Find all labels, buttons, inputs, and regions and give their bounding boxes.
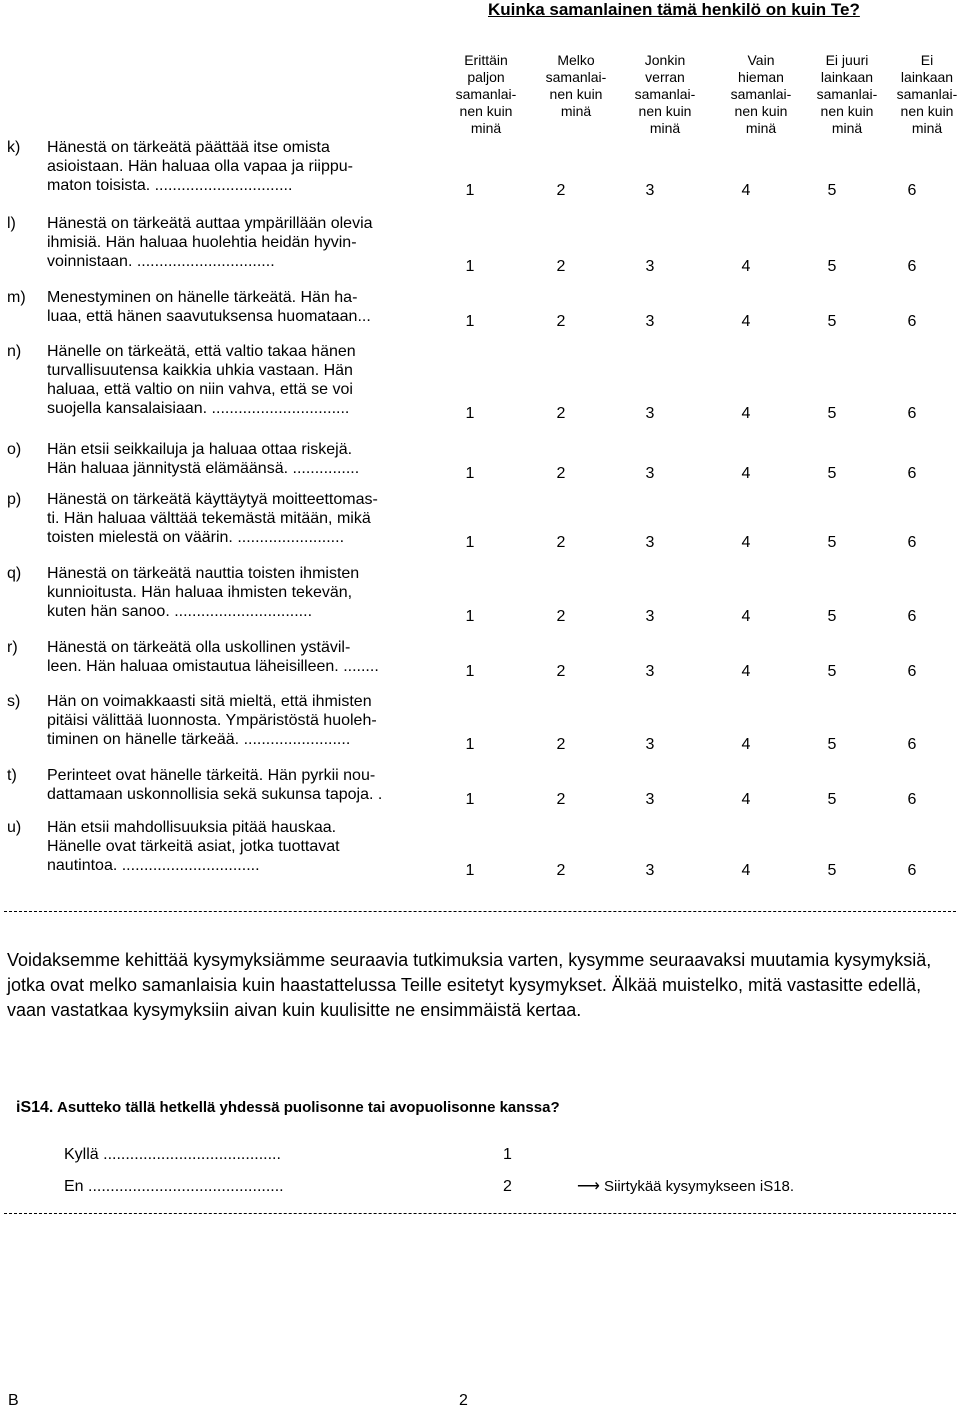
scale-option-2[interactable]: 2 — [556, 736, 566, 753]
scale-option-2[interactable]: 2 — [556, 663, 566, 680]
page-title: Kuinka samanlainen tämä henkilö on kuin Te? — [488, 0, 860, 19]
scale-option-6[interactable]: 6 — [907, 405, 917, 422]
scale-column-2: Melko samanlai- nen kuin minä — [545, 52, 607, 119]
scale-option-1[interactable]: 1 — [465, 405, 475, 422]
scale-option-2[interactable]: 2 — [556, 608, 566, 625]
scale-option-3[interactable]: 3 — [645, 405, 655, 422]
scale-option-3[interactable]: 3 — [645, 736, 655, 753]
footer-section: B — [8, 1392, 19, 1409]
scale-option-2[interactable]: 2 — [556, 534, 566, 551]
skip-instruction: Siirtykää kysymykseen iS18. — [604, 1178, 795, 1195]
scale-option-4[interactable]: 4 — [741, 258, 751, 275]
scale-option-3[interactable]: 3 — [645, 258, 655, 275]
scale-option-5[interactable]: 5 — [827, 465, 837, 482]
question-text: Hänestä on tärkeätä päättää itse omista asioistaan. Hän haluaa olla vapaa ja riippu- maton toisista. ............................... — [47, 139, 353, 194]
scale-option-1[interactable]: 1 — [465, 534, 475, 551]
scale-option-6[interactable]: 6 — [907, 791, 917, 808]
section-divider-bottom — [4, 1213, 956, 1214]
scale-option-1[interactable]: 1 — [465, 663, 475, 680]
option-kylla-code[interactable]: 1 — [503, 1146, 512, 1163]
scale-option-1[interactable]: 1 — [465, 791, 475, 808]
scale-option-4[interactable]: 4 — [741, 608, 751, 625]
scale-option-6[interactable]: 6 — [907, 313, 917, 330]
scale-option-5[interactable]: 5 — [827, 608, 837, 625]
scale-option-2[interactable]: 2 — [556, 405, 566, 422]
question-letter: t) — [7, 767, 17, 784]
scale-option-1[interactable]: 1 — [465, 862, 475, 879]
scale-option-6[interactable]: 6 — [907, 534, 917, 551]
scale-option-2[interactable]: 2 — [556, 258, 566, 275]
scale-option-2[interactable]: 2 — [556, 313, 566, 330]
scale-option-1[interactable]: 1 — [465, 608, 475, 625]
scale-option-5[interactable]: 5 — [827, 663, 837, 680]
scale-option-3[interactable]: 3 — [645, 862, 655, 879]
scale-option-5[interactable]: 5 — [827, 313, 837, 330]
scale-option-4[interactable]: 4 — [741, 534, 751, 551]
question-text: Hänestä on tärkeätä käyttäytyä moitteettomas- ti. Hän haluaa välttää tekemästä mitään, mikä toisten mielestä on väärin. ........................ — [47, 491, 378, 546]
scale-option-6[interactable]: 6 — [907, 862, 917, 879]
scale-column-6: Ei lainkaan samanlai- nen kuin minä — [896, 52, 958, 136]
scale-option-4[interactable]: 4 — [741, 663, 751, 680]
scale-option-4[interactable]: 4 — [741, 862, 751, 879]
question-letter: q) — [7, 565, 22, 582]
option-en-label: En ............................................ — [64, 1178, 284, 1195]
scale-option-2[interactable]: 2 — [556, 465, 566, 482]
scale-option-1[interactable]: 1 — [465, 736, 475, 753]
scale-option-6[interactable]: 6 — [907, 182, 917, 199]
scale-option-2[interactable]: 2 — [556, 791, 566, 808]
intro-paragraph: Voidaksemme kehittää kysymyksiämme seuraavia tutkimuksia varten, kysymme seuraavaksi muutamia kysymyksiä, jotka ovat melko samanlaisia kuin haastattelussa Teille esitetyt kysymykset. Älkää muistelko, mitä vastasitte edellä, vaan vastatkaa kysymyksiin aivan kuin kuulisitte ne ensimmäistä kertaa. — [7, 950, 932, 1020]
scale-option-3[interactable]: 3 — [645, 182, 655, 199]
scale-option-5[interactable]: 5 — [827, 405, 837, 422]
question-text: Hänestä on tärkeätä nauttia toisten ihmisten kunnioitusta. Hän haluaa ihmisten tekevän, kuten hän sanoo. ............................... — [47, 565, 360, 620]
question-letter: r) — [7, 639, 18, 656]
scale-option-2[interactable]: 2 — [556, 862, 566, 879]
footer-page-number: 2 — [459, 1392, 468, 1409]
scale-option-5[interactable]: 5 — [827, 258, 837, 275]
scale-option-3[interactable]: 3 — [645, 313, 655, 330]
scale-option-4[interactable]: 4 — [741, 736, 751, 753]
scale-option-3[interactable]: 3 — [645, 791, 655, 808]
question-code: iS14. — [16, 1099, 54, 1116]
scale-option-5[interactable]: 5 — [827, 736, 837, 753]
scale-option-6[interactable]: 6 — [907, 608, 917, 625]
scale-option-4[interactable]: 4 — [741, 182, 751, 199]
question-text: Hänestä on tärkeätä auttaa ympärillään olevia ihmisiä. Hän haluaa huolehtia heidän hyvin- voinnistaan. ............................... — [47, 215, 373, 270]
scale-option-1[interactable]: 1 — [465, 182, 475, 199]
scale-column-1: Erittäin paljon samanlai- nen kuin minä — [455, 52, 517, 136]
scale-column-4: Vain hieman samanlai- nen kuin minä — [730, 52, 792, 136]
scale-option-5[interactable]: 5 — [827, 862, 837, 879]
section-divider — [4, 911, 956, 912]
scale-option-2[interactable]: 2 — [556, 182, 566, 199]
scale-option-6[interactable]: 6 — [907, 736, 917, 753]
scale-option-6[interactable]: 6 — [907, 663, 917, 680]
question-text: Hän on voimakkaasti sitä mieltä, että ihmisten pitäisi välittää luonnosta. Ympäristöstä huoleh- timinen on hänelle tärkeää. ........................ — [47, 693, 377, 748]
option-kylla-label: Kyllä ........................................ — [64, 1146, 281, 1163]
question-letter: k) — [7, 139, 21, 156]
scale-option-5[interactable]: 5 — [827, 182, 837, 199]
question-text: Hänestä on tärkeätä olla uskollinen ystävil- leen. Hän haluaa omistautua läheisilleen. ........ — [47, 639, 379, 675]
option-en-code[interactable]: 2 — [503, 1178, 512, 1195]
scale-column-5: Ei juuri lainkaan samanlai- nen kuin minä — [816, 52, 878, 136]
scale-option-1[interactable]: 1 — [465, 313, 475, 330]
question-letter: l) — [7, 215, 16, 232]
question-text: Asutteko tällä hetkellä yhdessä puolisonne tai avopuolisonne kanssa? — [56, 1099, 560, 1116]
scale-option-3[interactable]: 3 — [645, 608, 655, 625]
question-letter: m) — [7, 289, 26, 306]
scale-option-1[interactable]: 1 — [465, 258, 475, 275]
scale-option-6[interactable]: 6 — [907, 258, 917, 275]
question-letter: n) — [7, 343, 22, 360]
question-text: Hänelle on tärkeätä, että valtio takaa hänen turvallisuutensa kaikkia uhkia vastaan. Hän haluaa, että valtio on niin vahva, että se voi suojella kansalaisiaan. ............................... — [47, 343, 356, 417]
question-letter: p) — [7, 491, 22, 508]
question-text: Hän etsii mahdollisuuksia pitää hauskaa. Hänelle ovat tärkeitä asiat, jotka tuottavat nautintoa. ............................... — [47, 819, 340, 874]
question-text: Hän etsii seikkailuja ja haluaa ottaa riskejä. Hän haluaa jännitystä elämäänsä. ............... — [47, 441, 360, 477]
question-is14 — [16, 1099, 560, 1117]
scale-option-4[interactable]: 4 — [741, 791, 751, 808]
question-text: Menestyminen on hänelle tärkeätä. Hän ha- luaa, että hänen saavutuksensa huomataan... — [47, 289, 371, 325]
scale-option-4[interactable]: 4 — [741, 405, 751, 422]
scale-option-4[interactable]: 4 — [741, 465, 751, 482]
scale-column-3: Jonkin verran samanlai- nen kuin minä — [634, 52, 696, 136]
question-letter: o) — [7, 441, 22, 458]
scale-option-3[interactable]: 3 — [645, 534, 655, 551]
scale-option-3[interactable]: 3 — [645, 465, 655, 482]
scale-option-4[interactable]: 4 — [741, 313, 751, 330]
question-letter: s) — [7, 693, 21, 710]
arrow-right-icon: ⟶ — [577, 1178, 600, 1195]
scale-option-3[interactable]: 3 — [645, 663, 655, 680]
question-letter: u) — [7, 819, 22, 836]
scale-option-6[interactable]: 6 — [907, 465, 917, 482]
scale-option-5[interactable]: 5 — [827, 791, 837, 808]
question-text: Perinteet ovat hänelle tärkeitä. Hän pyrkii nou- dattamaan uskonnollisia sekä sukunsa tapoja. . — [47, 767, 383, 803]
scale-option-1[interactable]: 1 — [465, 465, 475, 482]
scale-option-5[interactable]: 5 — [827, 534, 837, 551]
